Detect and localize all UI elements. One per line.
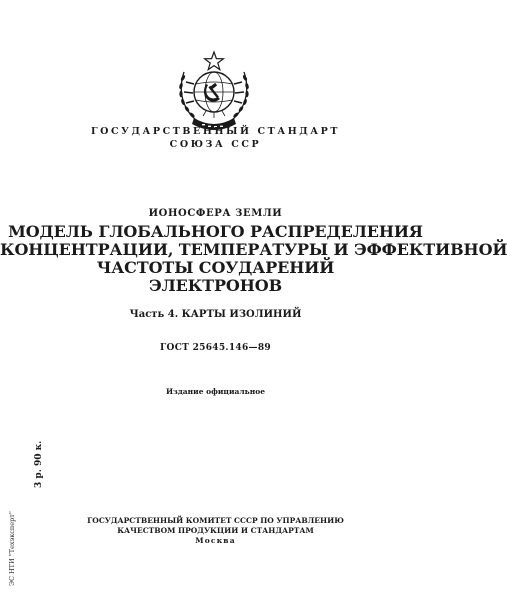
document-title <box>0 222 507 295</box>
document-title-line: ЭЛЕКТРОНОВ <box>148 276 283 295</box>
series-title: ИОНОСФЕРА ЗЕМЛИ <box>148 208 283 219</box>
document-title-line: МОДЕЛЬ ГЛОБАЛЬНОГО РАСПРЕДЕЛЕНИЯ <box>8 222 423 241</box>
publisher-city: Москва <box>195 536 236 545</box>
publisher-line: КАЧЕСТВОМ ПРОДУКЦИИ И СТАНДАРТАМ <box>117 526 314 535</box>
document-title-line: КОНЦЕНТРАЦИИ, ТЕМПЕРАТУРЫ И ЭФФЕКТИВНОЙ <box>0 240 507 259</box>
standard-title: ГОСУДАРСТВЕННЫЙ СТАНДАРТ <box>90 126 341 137</box>
gost-number: ГОСТ 25645.146—89 <box>160 343 271 353</box>
publisher-block <box>0 516 431 546</box>
ussr-state-emblem-icon <box>166 48 262 134</box>
part-title: Часть 4. КАРТЫ ИЗОЛИНИЙ <box>129 309 302 320</box>
publisher-line: ГОСУДАРСТВЕННЫЙ КОМИТЕТ СССР ПО УПРАВЛЕНИЮ <box>87 516 344 525</box>
standard-subtitle: СОЮЗА ССР <box>169 139 262 150</box>
printer-note: ЭС НТИ "Техэксперт" <box>8 511 16 586</box>
document-title-line: ЧАСТОТЫ СОУДАРЕНИЙ <box>96 258 335 277</box>
edition-note: Издание официальное <box>165 387 266 396</box>
price-label: 3 р. 90 к. <box>34 440 44 488</box>
